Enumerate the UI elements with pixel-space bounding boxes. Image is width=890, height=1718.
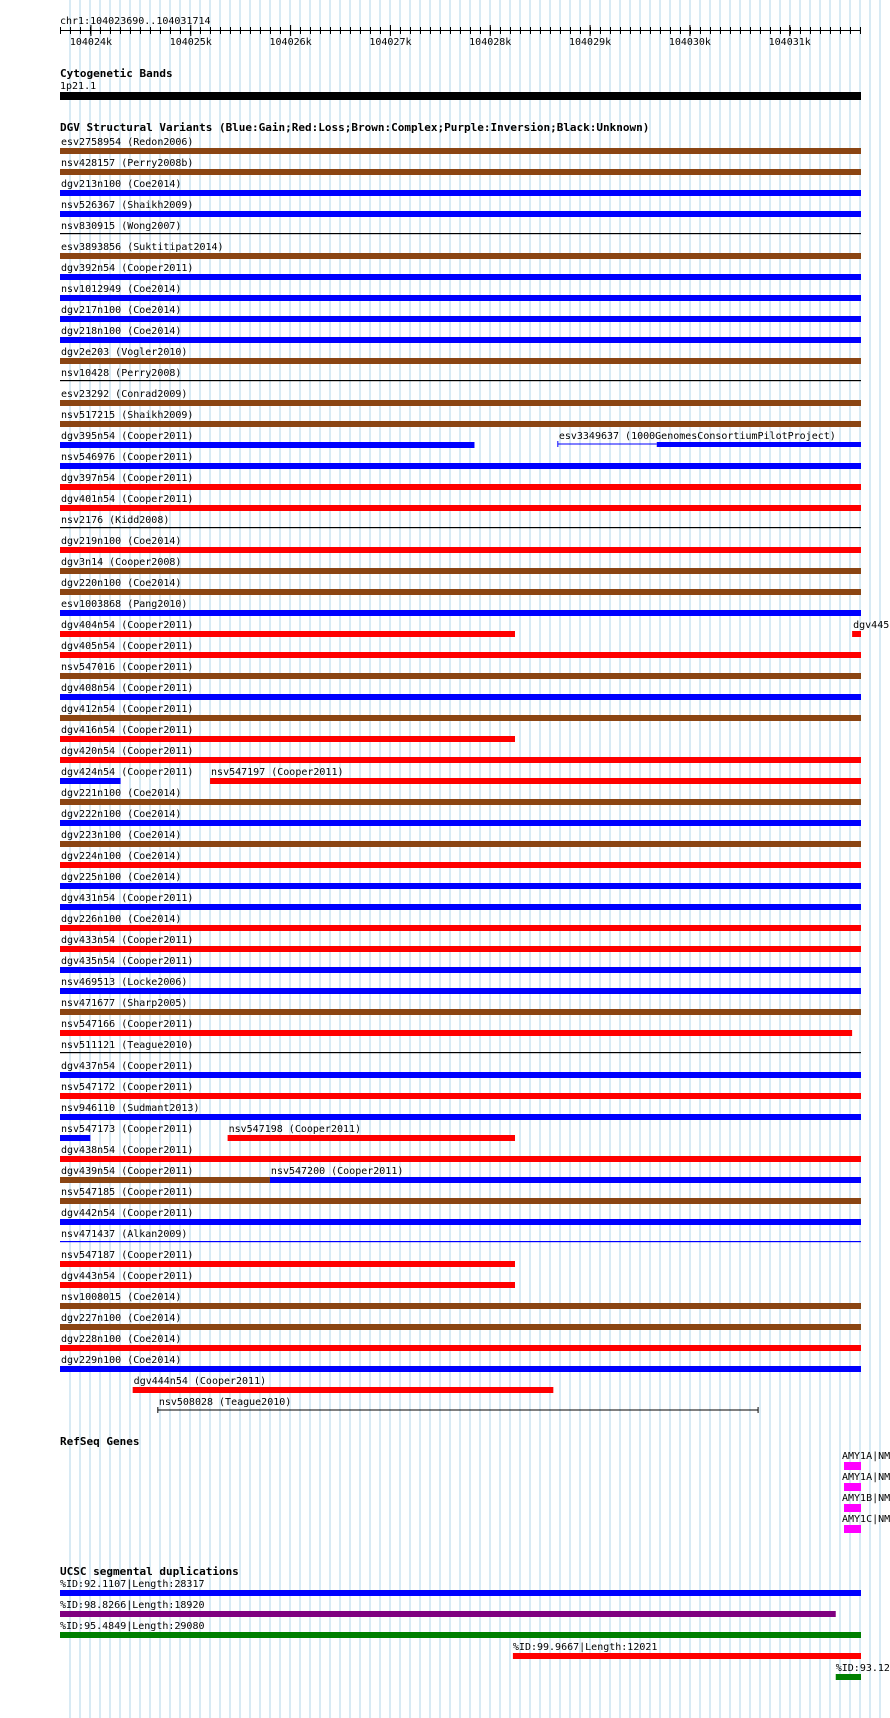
dgv-feature-label: nsv547197 (Cooper2011)	[211, 767, 344, 778]
dgv-feature-label: dgv221n100 (Coe2014)	[61, 788, 182, 799]
dgv-feature-label: nsv547016 (Cooper2011)	[61, 662, 194, 673]
location-label: chr1:104023690..104031714	[60, 16, 211, 27]
refseq-gene-bar[interactable]	[844, 1525, 861, 1533]
dgv-feature-label: dgv420n54 (Cooper2011)	[61, 746, 194, 757]
dgv-feature-bar[interactable]	[60, 505, 861, 511]
dgv-feature-label: dgv401n54 (Cooper2011)	[61, 494, 194, 505]
dgv-feature-label: dgv435n54 (Cooper2011)	[61, 956, 194, 967]
refseq-track-title: RefSeq Genes	[60, 1435, 140, 1448]
segdup-feature-label: %ID:99.9667|Length:12021	[512, 1642, 658, 1653]
dgv-feature-label: nsv511121 (Teague2010)	[61, 1040, 194, 1051]
dgv-feature-label: dgv442n54 (Cooper2011)	[61, 1208, 194, 1219]
dgv-feature-label: dgv404n54 (Cooper2011)	[61, 620, 194, 631]
dgv-feature-line[interactable]	[60, 380, 861, 381]
dgv-feature-bar[interactable]	[133, 1387, 554, 1393]
dgv-feature-bar[interactable]	[60, 211, 861, 217]
dgv-feature-bar[interactable]	[60, 358, 861, 364]
dgv-feature-bar[interactable]	[60, 316, 861, 322]
dgv-feature-label: nsv471677 (Sharp2005)	[61, 998, 188, 1009]
dgv-feature-label: esv23292 (Conrad2009)	[61, 389, 188, 400]
dgv-feature-bar[interactable]	[60, 694, 861, 700]
dgv-feature-label: dgv412n54 (Cooper2011)	[61, 704, 194, 715]
dgv-feature-bar[interactable]	[60, 190, 861, 196]
dgv-feature-bar[interactable]	[60, 1366, 861, 1372]
dgv-feature-label: dgv224n100 (Coe2014)	[61, 851, 182, 862]
dgv-feature-label: dgv220n100 (Coe2014)	[61, 578, 182, 589]
refseq-gene-bar[interactable]	[844, 1462, 861, 1470]
dgv-feature-bar[interactable]	[60, 421, 861, 427]
dgv-feature-label: nsv946110 (Sudmant2013)	[61, 1103, 200, 1114]
dgv-feature-label: nsv517215 (Shaikh2009)	[61, 410, 194, 421]
dgv-feature-bar[interactable]	[60, 988, 861, 994]
segdup-feature-bar[interactable]	[513, 1653, 861, 1659]
ruler-tick-label: 104028k	[469, 37, 512, 48]
dgv-feature-label: nsv2176 (Kidd2008)	[61, 515, 170, 526]
dgv-feature-label: nsv547187 (Cooper2011)	[61, 1250, 194, 1261]
ruler-tick-label: 104026k	[269, 37, 312, 48]
dgv-feature-bar[interactable]	[60, 589, 861, 595]
refseq-gene-bar[interactable]	[844, 1504, 861, 1512]
dgv-feature-label: dgv3n14 (Cooper2008)	[61, 557, 182, 568]
dgv-feature-bar[interactable]	[60, 1114, 861, 1120]
dgv-feature-label: dgv416n54 (Cooper2011)	[61, 725, 194, 736]
dgv-feature-label: dgv438n54 (Cooper2011)	[61, 1145, 194, 1156]
dgv-feature-label: dgv222n100 (Coe2014)	[61, 809, 182, 820]
dgv-feature-bar[interactable]	[60, 862, 861, 868]
dgv-feature-label: nsv547166 (Cooper2011)	[61, 1019, 194, 1030]
dgv-feature-line[interactable]	[60, 1241, 861, 1242]
dgv-feature-bar[interactable]	[60, 904, 861, 910]
dgv-feature-label: nsv526367 (Shaikh2009)	[61, 200, 194, 211]
dgv-feature-label: nsv830915 (Wong2007)	[61, 221, 182, 232]
dgv-feature-bar[interactable]	[852, 631, 861, 637]
segdup-feature-label: %ID:98.8266|Length:18920	[60, 1600, 205, 1611]
dgv-feature-label: esv2758954 (Redon2006)	[61, 137, 194, 148]
dgv-feature-label: dgv213n100 (Coe2014)	[61, 179, 182, 190]
dgv-feature-bar[interactable]	[210, 778, 861, 784]
dgv-feature-label: nsv547198 (Cooper2011)	[228, 1124, 362, 1135]
refseq-gene-label: AMY1A|NM	[842, 1472, 890, 1483]
dgv-feature-bar[interactable]	[60, 169, 861, 175]
dgv-feature-bar[interactable]	[60, 568, 861, 574]
ruler-tick-label: 104031k	[768, 37, 811, 48]
dgv-feature-label: nsv508028 (Teague2010)	[158, 1397, 292, 1408]
dgv-feature-bar[interactable]	[60, 778, 121, 784]
dgv-feature-label: dgv226n100 (Coe2014)	[61, 914, 182, 925]
dgv-feature-line[interactable]	[60, 1052, 861, 1053]
cytoband-label: 1p21.1	[60, 81, 97, 92]
dgv-feature-bar[interactable]	[60, 883, 861, 889]
dgv-feature-label: dgv218n100 (Coe2014)	[61, 326, 182, 337]
dgv-feature-bar[interactable]	[60, 1303, 861, 1309]
dgv-feature-bar[interactable]	[60, 253, 861, 259]
dgv-feature-bar[interactable]	[60, 1009, 861, 1015]
dgv-feature-bar[interactable]	[60, 946, 861, 952]
dgv-feature-bar[interactable]	[60, 148, 861, 154]
dgv-feature-label: dgv433n54 (Cooper2011)	[61, 935, 194, 946]
dgv-feature-label: dgv217n100 (Coe2014)	[61, 305, 182, 316]
segdup-feature-bar[interactable]	[60, 1632, 861, 1638]
dgv-feature-bar[interactable]	[60, 1030, 852, 1036]
dgv-feature-label: esv3893856 (Suktitipat2014)	[61, 242, 224, 253]
dgv-feature-bar[interactable]	[60, 1072, 861, 1078]
dgv-feature-bar[interactable]	[60, 337, 861, 343]
dgv-feature-label: dgv397n54 (Cooper2011)	[61, 473, 194, 484]
segdup-feature-bar[interactable]	[60, 1590, 861, 1596]
dgv-feature-bar[interactable]	[60, 841, 861, 847]
dgv-feature-label: dgv223n100 (Coe2014)	[61, 830, 182, 841]
dgv-feature-bar[interactable]	[60, 967, 861, 973]
segdup-feature-bar[interactable]	[836, 1674, 861, 1680]
dgv-feature-bar[interactable]	[60, 799, 861, 805]
dgv-feature-bar[interactable]	[60, 442, 474, 448]
dgv-feature-bar[interactable]	[60, 1156, 861, 1162]
dgv-feature-bar[interactable]	[60, 673, 861, 679]
segdup-track	[60, 1565, 890, 1680]
dgv-feature-label: dgv443n54 (Cooper2011)	[61, 1271, 194, 1282]
dgv-feature-label: nsv428157 (Perry2008b)	[61, 158, 194, 169]
dgv-feature-bar[interactable]	[60, 736, 515, 742]
dgv-feature-bar[interactable]	[60, 631, 515, 637]
dgv-feature-bar[interactable]	[60, 715, 861, 721]
dgv-feature-label: dgv445	[853, 620, 890, 631]
dgv-feature-label: dgv405n54 (Cooper2011)	[61, 641, 194, 652]
dgv-feature-label: dgv439n54 (Cooper2011)	[61, 1166, 194, 1177]
dgv-feature-bar[interactable]	[60, 547, 861, 553]
refseq-track	[60, 1435, 890, 1533]
dgv-feature-bar[interactable]	[60, 1261, 515, 1267]
dgv-feature-label: dgv424n54 (Cooper2011)	[61, 767, 194, 778]
dgv-feature-bar[interactable]	[60, 463, 861, 469]
dgv-feature-bar[interactable]	[60, 1324, 861, 1330]
refseq-gene-label: AMY1A|NM	[842, 1451, 890, 1462]
dgv-feature-label: dgv228n100 (Coe2014)	[61, 1334, 182, 1345]
dgv-track-title: DGV Structural Variants (Blue:Gain;Red:Loss;Brown:Complex;Purple:Inversion;Black:Unknown)	[60, 121, 650, 134]
dgv-feature-label: nsv1008015 (Coe2014)	[61, 1292, 182, 1303]
segdup-feature-label: %ID:95.4849|Length:29080	[60, 1621, 205, 1632]
dgv-feature-label: esv1003868 (Pang2010)	[61, 599, 188, 610]
dgv-feature-bar[interactable]	[60, 820, 861, 826]
dgv-feature-label: dgv431n54 (Cooper2011)	[61, 893, 194, 904]
dgv-feature-bar[interactable]	[60, 1219, 861, 1225]
dgv-feature-label: nsv471437 (Alkan2009)	[61, 1229, 188, 1240]
dgv-feature-label: nsv10428 (Perry2008)	[61, 368, 182, 379]
dgv-feature-label: dgv2e203 (Vogler2010)	[61, 347, 188, 358]
dgv-feature-bar[interactable]	[60, 1135, 90, 1141]
ruler-tick-label: 104030k	[668, 37, 711, 48]
dgv-feature-bar[interactable]	[657, 442, 861, 447]
refseq-gene-label: AMY1C|NM	[842, 1514, 890, 1525]
refseq-gene-bar[interactable]	[844, 1483, 861, 1491]
dgv-feature-bar[interactable]	[60, 925, 861, 931]
dgv-feature-label: dgv227n100 (Coe2014)	[61, 1313, 182, 1324]
dgv-feature-bar[interactable]	[60, 757, 861, 763]
dgv-feature-label: dgv229n100 (Coe2014)	[61, 1355, 182, 1366]
dgv-feature-bar[interactable]	[60, 1345, 861, 1351]
dgv-feature-label: dgv392n54 (Cooper2011)	[61, 263, 194, 274]
dgv-feature-label: dgv395n54 (Cooper2011)	[61, 431, 194, 442]
segdup-track-title: UCSC segmental duplications	[60, 1565, 239, 1578]
ruler-tick-label: 104025k	[169, 37, 212, 48]
dgv-feature-bar[interactable]	[60, 610, 861, 616]
ruler-tick-label: 104027k	[369, 37, 412, 48]
cytoband-track-title: Cytogenetic Bands	[60, 67, 173, 80]
dgv-feature-bar[interactable]	[60, 1093, 861, 1099]
segdup-feature-label: %ID:92.1107|Length:28317	[60, 1579, 205, 1590]
dgv-feature-bar[interactable]	[60, 1198, 861, 1204]
dgv-feature-label: dgv219n100 (Coe2014)	[61, 536, 182, 547]
ruler-tick-label: 104024k	[69, 37, 113, 48]
dgv-feature-bar[interactable]	[60, 652, 861, 658]
dgv-feature-bar[interactable]	[228, 1135, 515, 1141]
dgv-feature-label: nsv547185 (Cooper2011)	[61, 1187, 194, 1198]
dgv-feature-label: dgv408n54 (Cooper2011)	[61, 683, 194, 694]
dgv-feature-bar[interactable]	[60, 274, 861, 280]
dgv-feature-label: nsv547173 (Cooper2011)	[61, 1124, 194, 1135]
dgv-feature-bar[interactable]	[60, 1282, 515, 1288]
dgv-feature-bar[interactable]	[60, 400, 861, 406]
dgv-feature-label: dgv444n54 (Cooper2011)	[133, 1376, 267, 1387]
dgv-feature-label: nsv469513 (Locke2006)	[61, 977, 188, 988]
dgv-feature-label: nsv547172 (Cooper2011)	[61, 1082, 194, 1093]
dgv-feature-line[interactable]	[60, 527, 861, 528]
dgv-feature-label: nsv546976 (Cooper2011)	[61, 452, 194, 463]
dgv-feature-line[interactable]	[60, 233, 861, 234]
dgv-feature-label: dgv437n54 (Cooper2011)	[61, 1061, 194, 1072]
refseq-gene-label: AMY1B|NM	[842, 1493, 890, 1504]
dgv-feature-bar[interactable]	[60, 1177, 270, 1183]
segdup-feature-label: %ID:93.12	[835, 1663, 890, 1674]
dgv-feature-label: nsv547200 (Cooper2011)	[270, 1166, 404, 1177]
segdup-feature-bar[interactable]	[60, 1611, 836, 1617]
dgv-feature-label: nsv1012949 (Coe2014)	[61, 284, 182, 295]
dgv-feature-label: esv3349637 (1000GenomesConsortiumPilotProject)	[558, 431, 836, 442]
ruler-tick-label: 104029k	[568, 37, 612, 48]
cytoband-bar[interactable]	[60, 92, 861, 100]
dgv-feature-bar[interactable]	[60, 295, 861, 301]
dgv-track	[60, 121, 889, 1413]
dgv-feature-bar[interactable]	[60, 484, 861, 490]
dgv-feature-label: dgv225n100 (Coe2014)	[61, 872, 182, 883]
dgv-feature-bar[interactable]	[270, 1177, 861, 1183]
